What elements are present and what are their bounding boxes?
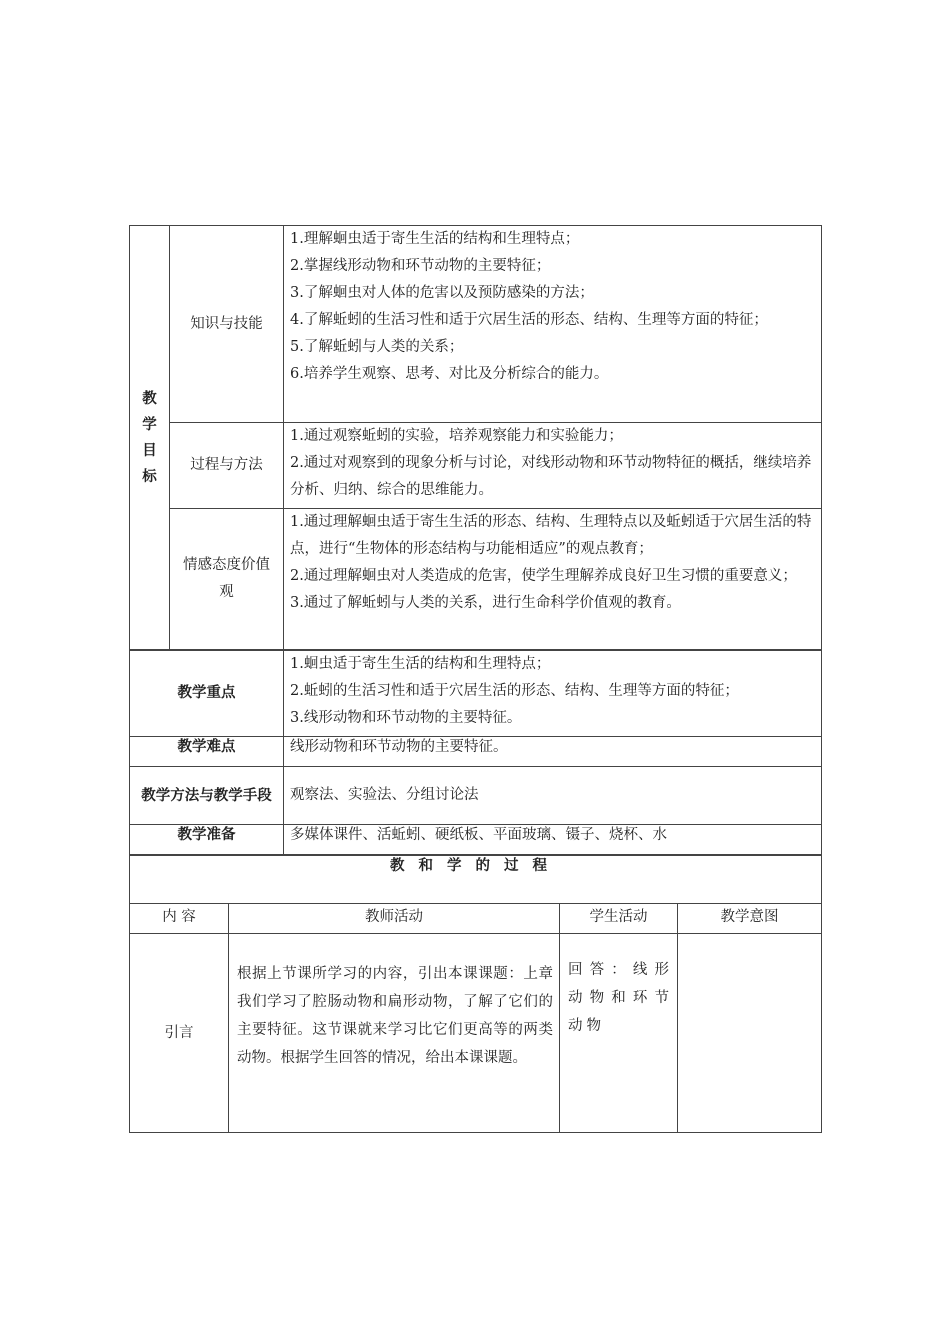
process-table (129, 855, 822, 1133)
objectives-section-cell (130, 226, 170, 650)
knowledge-label: 知识与技能 (170, 226, 284, 423)
list-item: 1.通过观察蚯蚓的实验，培养观察能力和实验能力； (290, 428, 623, 444)
list-item: 2.通过对观察到的现象分析与讨论，对线形动物和环节动物特征的概括，继续培养分析、归纳、综合的思维能力。 (290, 455, 812, 498)
list-item: 3.通过了解蚯蚓与人类的关系，进行生命科学价值观的教育。 (290, 595, 681, 611)
header-student: 学生活动 (560, 904, 678, 934)
process-items (284, 423, 822, 509)
row-teacher: 根据上节课所学习的内容，引出本课课题：上章我们学习了腔肠动物和扁形动物，了解了它们的主要特征。这节课就来学习比它们更高等的两类动物。根据学生回答的情况，给出本课课题。 (229, 934, 560, 1133)
emotion-items (284, 509, 822, 650)
header-content: 内 容 (130, 904, 229, 934)
preparation-value: 多媒体课件、活蚯蚓、硬纸板、平面玻璃、镊子、烧杯、水 (284, 825, 822, 855)
methods-value: 观察法、实验法、分组讨论法 (284, 767, 822, 825)
process-title-cell (130, 856, 822, 904)
list-item: 5.了解蚯蚓与人类的关系； (290, 339, 464, 355)
row-intent (678, 934, 822, 1133)
knowledge-items (284, 226, 822, 423)
list-item: 2.通过理解蛔虫对人类造成的危害，使学生理解养成良好卫生习惯的重要意义； (290, 568, 797, 584)
preparation-label: 教学准备 (130, 825, 284, 855)
key-points-items (284, 651, 822, 737)
list-item: 4.了解蚯蚓的生活习性和适于穴居生活的形态、结构、生理等方面的特征； (290, 312, 768, 328)
list-item: 6.培养学生观察、思考、对比及分析综合的能力。 (290, 366, 609, 382)
objectives-table (129, 225, 822, 650)
list-item: 1.蛔虫适于寄生生活的结构和生理特点； (290, 656, 551, 672)
key-points-label: 教学重点 (130, 651, 284, 737)
methods-label: 教学方法与教学手段 (130, 767, 284, 825)
row-student: 回答：线形动物和环节动物 (560, 934, 678, 1133)
list-item: 3.线形动物和环节动物的主要特征。 (290, 710, 522, 726)
list-item: 1.理解蛔虫适于寄生生活的结构和生理特点； (290, 231, 580, 247)
list-item: 2.蚯蚓的生活习性和适于穴居生活的形态、结构、生理等方面的特征； (290, 683, 739, 699)
summary-table (129, 650, 822, 855)
header-teacher: 教师活动 (229, 904, 560, 934)
difficulty-label: 教学难点 (130, 737, 284, 767)
list-item: 1.通过理解蛔虫适于寄生生活的形态、结构、生理特点以及蚯蚓适于穴居生活的特点，进行“生物体的形态结构与功能相适应”的观点教育； (290, 514, 812, 557)
difficulty-value: 线形动物和环节动物的主要特征。 (284, 737, 822, 767)
emotion-label: 情感态度价值观 (170, 509, 284, 650)
row-content: 引言 (130, 934, 229, 1133)
process-label: 过程与方法 (170, 423, 284, 509)
table-row (130, 934, 822, 1133)
list-item: 3.了解蛔虫对人体的危害以及预防感染的方法； (290, 285, 594, 301)
objectives-section-label: 教 学 目 标 (142, 390, 157, 485)
header-intent: 教学意图 (678, 904, 822, 934)
process-title: 教和学的过程 (390, 858, 561, 874)
list-item: 2.掌握线形动物和环节动物的主要特征； (290, 258, 551, 274)
lesson-plan-table (129, 225, 821, 1133)
